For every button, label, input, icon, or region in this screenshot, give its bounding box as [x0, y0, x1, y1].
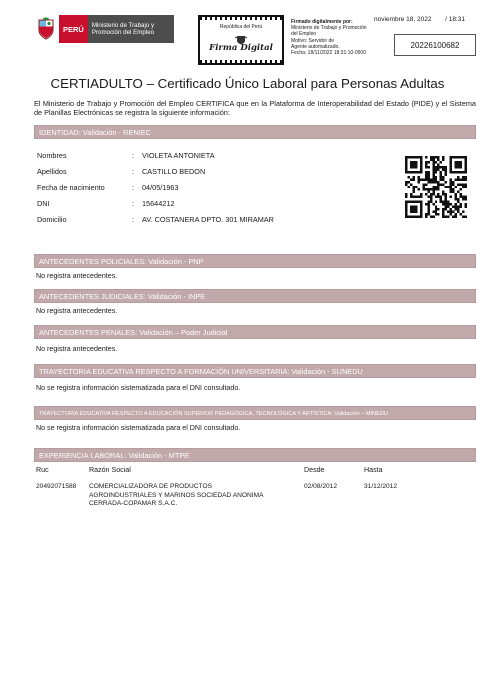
seal-emblem-icon	[235, 32, 247, 42]
cell-name-line: AGROINDUSTRIALES Y MARINOS SOCIEDAD ANONIMA	[89, 491, 264, 499]
police-record-note: No registra antecedentes.	[36, 272, 118, 280]
criminal-record-note: No registra antecedentes.	[36, 345, 118, 353]
field-colon: :	[132, 183, 135, 192]
page-title: CERTIADULTO – Certificado Único Laboral para Personas Adultas	[50, 76, 445, 91]
ministry-logo	[33, 15, 175, 43]
cell-to: 31/12/2012	[364, 483, 398, 490]
field-value-domicilio: AV. COSTANERA DPTO. 301 MIRAMAR	[142, 215, 274, 224]
column-header-name: Razón Social	[89, 466, 131, 474]
field-label-birthdate: Fecha de nacimiento	[37, 183, 105, 192]
signature-line: Firmado digitalmente por:	[291, 19, 353, 25]
seal-signature-text: Firma Digital	[209, 43, 273, 53]
field-value-birthdate: 04/05/1963	[142, 183, 179, 192]
signature-line: Agente automatizado.	[291, 43, 340, 50]
signature-line: Motivo: Servidor de	[291, 37, 335, 44]
digital-signature-seal	[198, 15, 284, 65]
field-colon: :	[132, 151, 135, 160]
field-colon: :	[132, 167, 135, 176]
column-header-ruc: Ruc	[36, 466, 49, 474]
university-education-header: TRAYECTORIA EDUCATIVA RESPECTO A FORMACIÓN UNIVERSITARIA: Validación - SUNEDU	[34, 364, 476, 378]
identity-section-header: IDENTIDAD: Validación - RENIEC	[34, 125, 476, 139]
higher-education-header: TRAYECTORIA EDUCATIVA RESPECTO A EDUCACIÓN SUPERIOR PEDAGÓGICA, TECNOLÓGICA Y ARTÍSTICA: Validación – MINEDU	[34, 406, 476, 420]
field-label-nombres: Nombres	[37, 151, 67, 160]
cell-name-line: CERRADA-COPAMAR S.A.C.	[89, 500, 178, 508]
issue-date	[374, 16, 465, 23]
logo-country: PERÚ	[59, 15, 88, 43]
qr-code-icon	[405, 156, 467, 218]
intro-paragraph: El Ministerio de Trabajo y Promoción del Empleo CERTIFICA que en la Plataforma de Interoperabilidad del Estado (PIDE) y el Sistema de Planillas Electrónicas se registra la siguiente información:	[34, 99, 476, 118]
field-label-apellidos: Apellidos	[37, 167, 67, 176]
employment-section-header: EXPERIENCIA LABORAL: Validación - MTPE	[34, 448, 476, 462]
signature-line: del Empleo	[291, 31, 317, 38]
criminal-record-header: ANTECEDENTES PENALES: Validación – Poder Judicial	[34, 325, 476, 339]
field-value-apellidos: CASTILLO BEDON	[142, 167, 206, 176]
cell-name-line: COMERCIALIZADORA DE PRODUCTOS	[89, 483, 212, 490]
cell-from: 02/08/2012	[304, 483, 338, 490]
column-header-to: Hasta	[364, 466, 383, 474]
police-record-header: ANTECEDENTES POLICIALES: Validación - PNP	[34, 254, 476, 268]
cell-ruc: 20492071588	[36, 483, 77, 490]
signature-line: Fecha: 18/11/2022 18:31:10-0500	[291, 50, 366, 57]
signature-details	[291, 19, 383, 56]
field-colon: :	[132, 215, 135, 224]
field-label-domicilio: Domicilio	[37, 215, 67, 224]
coat-of-arms-icon	[33, 15, 59, 43]
university-education-note: No se registra información sistematizada para el DNI consultado.	[36, 384, 241, 392]
judicial-record-header: ANTECEDENTES JUDICIALES: Validación - INPE	[34, 289, 476, 303]
issue-date-text: noviembre 18, 2022	[374, 16, 432, 23]
field-value-dni: 15644212	[142, 199, 175, 208]
seal-top-text: República del Perú	[219, 24, 263, 30]
cell-name	[89, 483, 264, 509]
field-label-dni: DNI	[37, 199, 50, 208]
field-colon: :	[132, 199, 135, 208]
column-header-from: Desde	[304, 466, 325, 474]
higher-education-note: No se registra información sistematizada para el DNI consultado.	[36, 424, 241, 432]
judicial-record-note: No registra antecedentes.	[36, 307, 118, 315]
logo-ministry: Ministerio de Trabajo y Promoción del Empleo	[88, 15, 174, 43]
signature-line: Ministerio de Trabajo y Promoción	[291, 25, 367, 32]
field-value-nombres: VIOLETA ANTONIETA	[142, 151, 215, 160]
certificate-number: 20226100682	[394, 34, 476, 56]
issue-time-text: / 18:31	[445, 16, 465, 23]
